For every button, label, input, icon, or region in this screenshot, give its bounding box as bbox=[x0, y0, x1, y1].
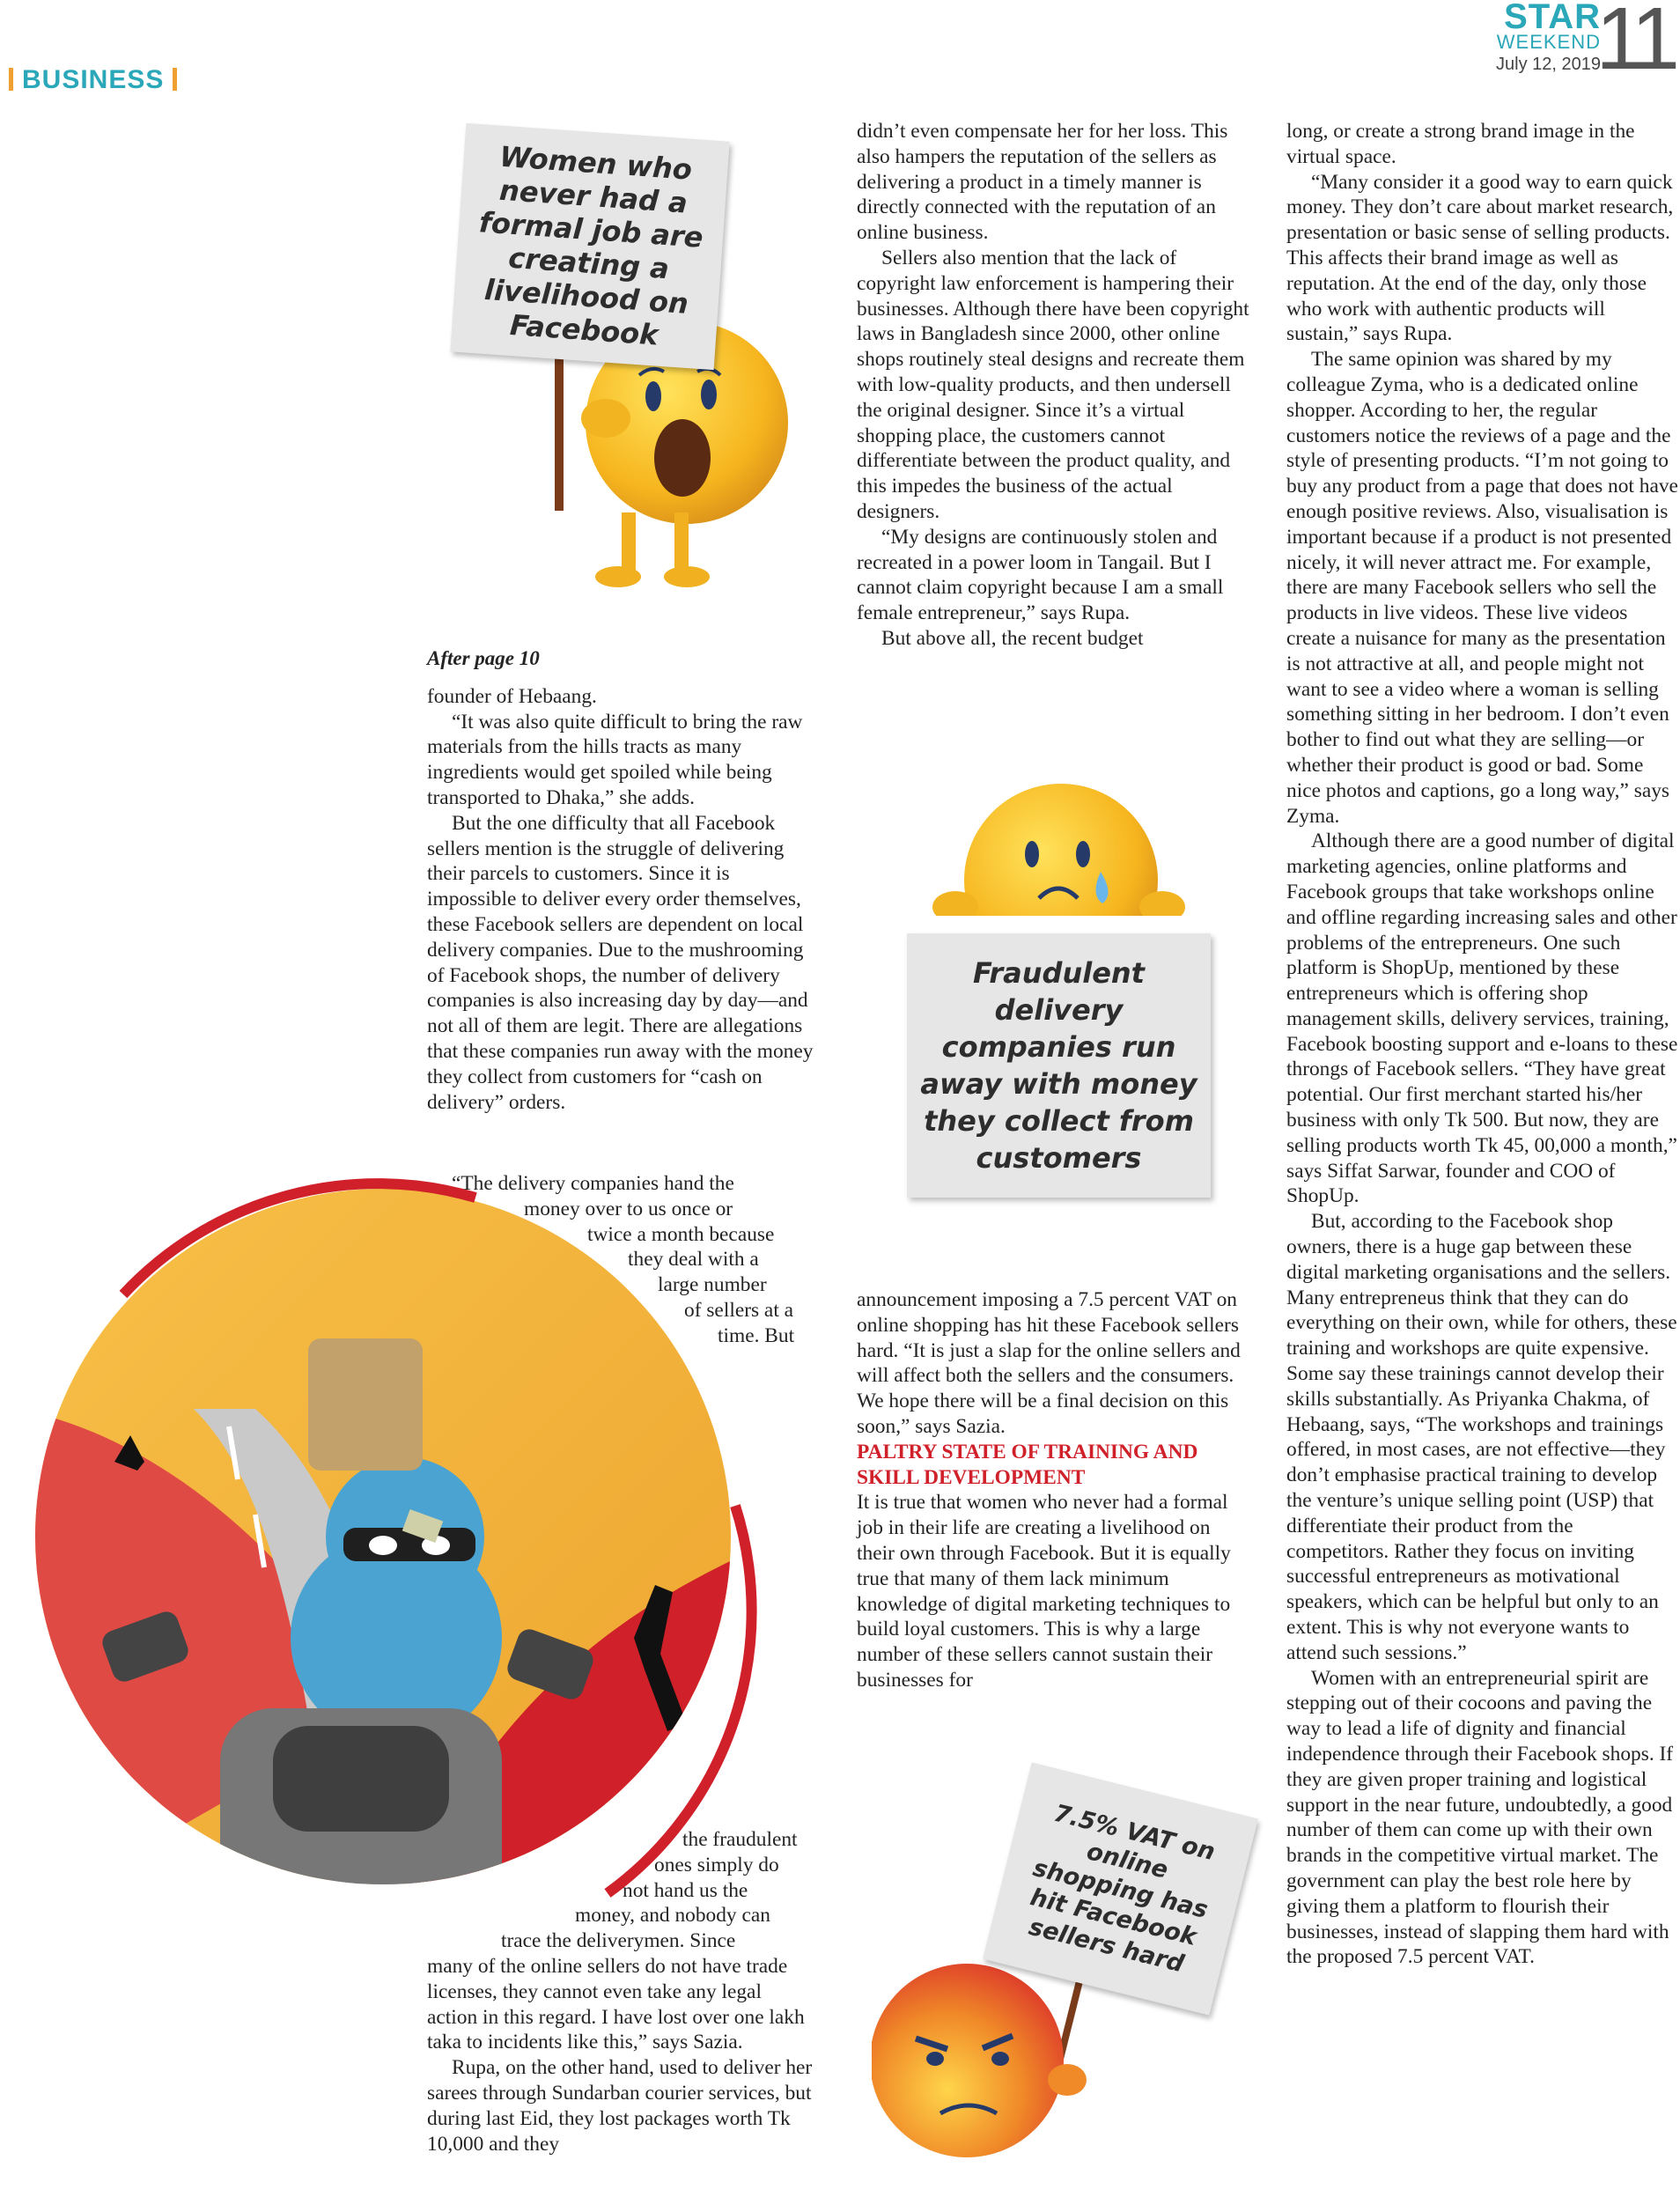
section-bar-right bbox=[173, 68, 177, 91]
column-1-wrap bbox=[427, 1171, 814, 1349]
illustration-crying-emoji bbox=[898, 766, 1224, 1206]
crying-emoji-icon bbox=[898, 766, 1224, 916]
paragraph: “It was also quite difficult to bring the raw materials from the hills tracts as many ingredients would get spoiled while being transported to Dhaka,” she adds. bbox=[427, 710, 803, 809]
column-1-top bbox=[427, 646, 814, 1115]
wrap-line: the fraudulent bbox=[682, 1828, 798, 1851]
paragraph: Sellers also mention that the lack of copyright law enforcement is hampering their businesses. Although there have been copyright laws in Bangladesh since 2000, other online shops routinely steal designs and recreate them with low-quality products, and then undersell the original designer. Since it’s a virtual shopping place, the customers cannot differentiate between the product quality, and this impedes the business of the actual designers. bbox=[857, 246, 1249, 523]
paragraph: long, or create a strong brand image in the virtual space. bbox=[1286, 120, 1635, 168]
paragraph: The same opinion was shared by my colleague Zyma, who is a dedicated online shopper. According to her, the regular customers notice the reviews of a page and the style of presenting products. “I’m not going to buy any product from a page that does not have enough positive reviews. Also, visualisation is important because if a product is not presented nicely, it will never attract me. For example, there are many Facebook sellers who sell the products in live videos. These live videos create a nuisance for many as the presentation is not attractive at all, and people might not want to see a video where a woman is selling something sitting in her bedroom. I don’t even bother to find out what they are selling—or whether their product is good or bad. Some nice photos and captions, go a long way,” says Zyma. bbox=[1286, 348, 1678, 828]
page-number: 11 bbox=[1595, 0, 1673, 88]
subheading-line: SKILL DEVELOPMENT bbox=[857, 1465, 1086, 1489]
paragraph: many of the online sellers do not have trade licenses, they cannot even take any legal action in this regard. I have lost over one lakh taka to incidents like this,” says Sazia. bbox=[427, 1954, 805, 2054]
column-2-middle bbox=[857, 1287, 1253, 1693]
wrap-line: trace the deliverymen. Since bbox=[501, 1929, 736, 1953]
wrap-line: ones simply do bbox=[654, 1853, 779, 1876]
paragraph: Rupa, on the other hand, used to deliver her sarees through Sundarban courier services, but during last Eid, they lost packages worth Tk 10,000 and they bbox=[427, 2056, 813, 2156]
illustration-surprised-emoji bbox=[423, 132, 810, 608]
subheading bbox=[857, 1440, 1253, 1491]
paragraph: It is true that women who never had a formal job in their life are creating a livelihood on their own through Facebook. But it is equally true that many of them lack minimum knowledge of digital marketing techniques to build loyal customers. This is why a large number of these sellers cannot sustain their businesses for bbox=[857, 1491, 1231, 1692]
column-2-top bbox=[857, 119, 1253, 652]
paragraph: “My designs are continuously stolen and recreated in a power loom in Tangail. But I cannot claim copyright because I am a small female entrepreneur,” says Rupa. bbox=[857, 525, 1224, 625]
paragraph: But, according to the Facebook shop owners, there is a huge gap between these digital marketing organisations and the sellers. Many entrepreneus think that they can do everything on their own, while for others, these training and workshops are quite expensive. Some say these trainings cannot develop their skills substantially. As Priyanka Chakma, of Hebaang, says, “The workshops and trainings offered, in most cases, are not effective—they don’t emphasise practical training to develop the venture’s unique selling point (USP) that differentiate their product from the competitors. Rather they focus on inviting successful entrepreneurs as motivational speakers, which can be helpful but only to an extent. This is why not everyone wants to attend such sessions.” bbox=[1286, 1210, 1677, 1664]
subheading-line: PALTRY STATE OF TRAINING AND bbox=[857, 1440, 1198, 1463]
sign-women-livelihood-text: Women who never had a formal job are creating a livelihood on Facebook bbox=[477, 139, 704, 352]
continued-from: After page 10 bbox=[427, 647, 540, 669]
brand-star: STAR bbox=[1504, 0, 1601, 36]
brand-weekend: WEEKEND bbox=[1496, 31, 1601, 53]
illustration-angry-emoji bbox=[872, 1752, 1250, 2193]
paragraph: Although there are a good number of digital marketing agencies, online platforms and Facebook groups that take workshops online and offline regarding increasing sales and other problems of the entrepreneurs. One such platform is ShopUp, mentioned by these entrepreneurs which is offering shop management skills, delivery services, training, Facebook boosting support and e-loans to these throngs of Facebook sellers. “They have great potential. Our first merchant started his/her business with only Tk 500. But now, they are selling products worth Tk 45, 00,000 a month,” says Siffat Sarwar, founder and COO of ShopUp. bbox=[1286, 829, 1678, 1208]
paragraph: Women with an entrepreneurial spirit are stepping out of their cocoons and paving the way to lead a life of dignity and financial independence through their Facebook shops. If they are given proper training and logistical support in the near future, undoubtedly, a good number of them can come up with their own brands in the competitive virtual market. The government can play the best role here by giving them a platform to flourish their businesses, instead of slapping them hard with the proposed 7.5 percent VAT. bbox=[1286, 1666, 1674, 1969]
paragraph: didn’t even compensate her for her loss. This also hampers the reputation of the sellers as delivering a product in a timely manner is directly connected with the reputation of an online business. bbox=[857, 120, 1228, 245]
paragraph: founder of Hebaang. bbox=[427, 684, 597, 708]
column-1-bottom bbox=[427, 1827, 814, 2156]
wrap-line: they deal with a bbox=[628, 1248, 759, 1272]
section-tag bbox=[0, 65, 186, 95]
wrap-line: “The delivery companies hand the bbox=[452, 1172, 734, 1195]
section-bar-left bbox=[9, 68, 13, 91]
wrap-line: twice a month because bbox=[587, 1222, 775, 1246]
masthead bbox=[1496, 0, 1601, 76]
wrap-line: not hand us the bbox=[623, 1878, 748, 1902]
section-label: BUSINESS bbox=[22, 65, 165, 94]
column-3 bbox=[1286, 119, 1679, 1970]
issue-date: July 12, 2019 bbox=[1496, 55, 1601, 74]
wrap-line: large number bbox=[658, 1273, 767, 1297]
sign-fraudulent-delivery bbox=[907, 933, 1211, 1198]
wrap-line: money, and nobody can bbox=[575, 1904, 770, 1928]
wrap-line: of sellers at a bbox=[684, 1298, 794, 1322]
sign-fraudulent-delivery-text: Fraudulent delivery companies run away with money they collect from customers bbox=[920, 956, 1197, 1175]
wrap-line: money over to us once or bbox=[524, 1197, 733, 1220]
sign-vat-online-text: 7.5% VAT on online shopping has hit Facebook sellers hard bbox=[1026, 1799, 1219, 1978]
wrap-line: time. But bbox=[718, 1323, 795, 1347]
paragraph: But above all, the recent budget bbox=[881, 626, 1144, 650]
paragraph: “Many consider it a good way to earn quick money. They don’t care about market research, presentation or basic sense of selling products. This affects their brand image as well as reputation. At the end of the day, only those who work with authentic products will sustain,” says Rupa. bbox=[1286, 170, 1674, 346]
paragraph: announcement imposing a 7.5 percent VAT on online shopping has hit these Facebook sellers hard. “It is just a slap for the online sellers and will affect both the sellers and the consumers. We hope there will be a final decision on this soon,” says Sazia. bbox=[857, 1288, 1241, 1438]
paragraph: But the one difficulty that all Facebook sellers mention is the struggle of delivering their parcels to customers. Since it is impossible to deliver every order themselves, these Facebook sellers are dependent on local delivery companies. Due to the mushrooming of Facebook shops, the number of delivery companies is also increasing day by day—and not all of them are legit. There are allegations that these companies run away with the money they collect from customers for “cash on delivery” orders. bbox=[427, 811, 814, 1114]
sign-women-livelihood bbox=[450, 123, 729, 370]
